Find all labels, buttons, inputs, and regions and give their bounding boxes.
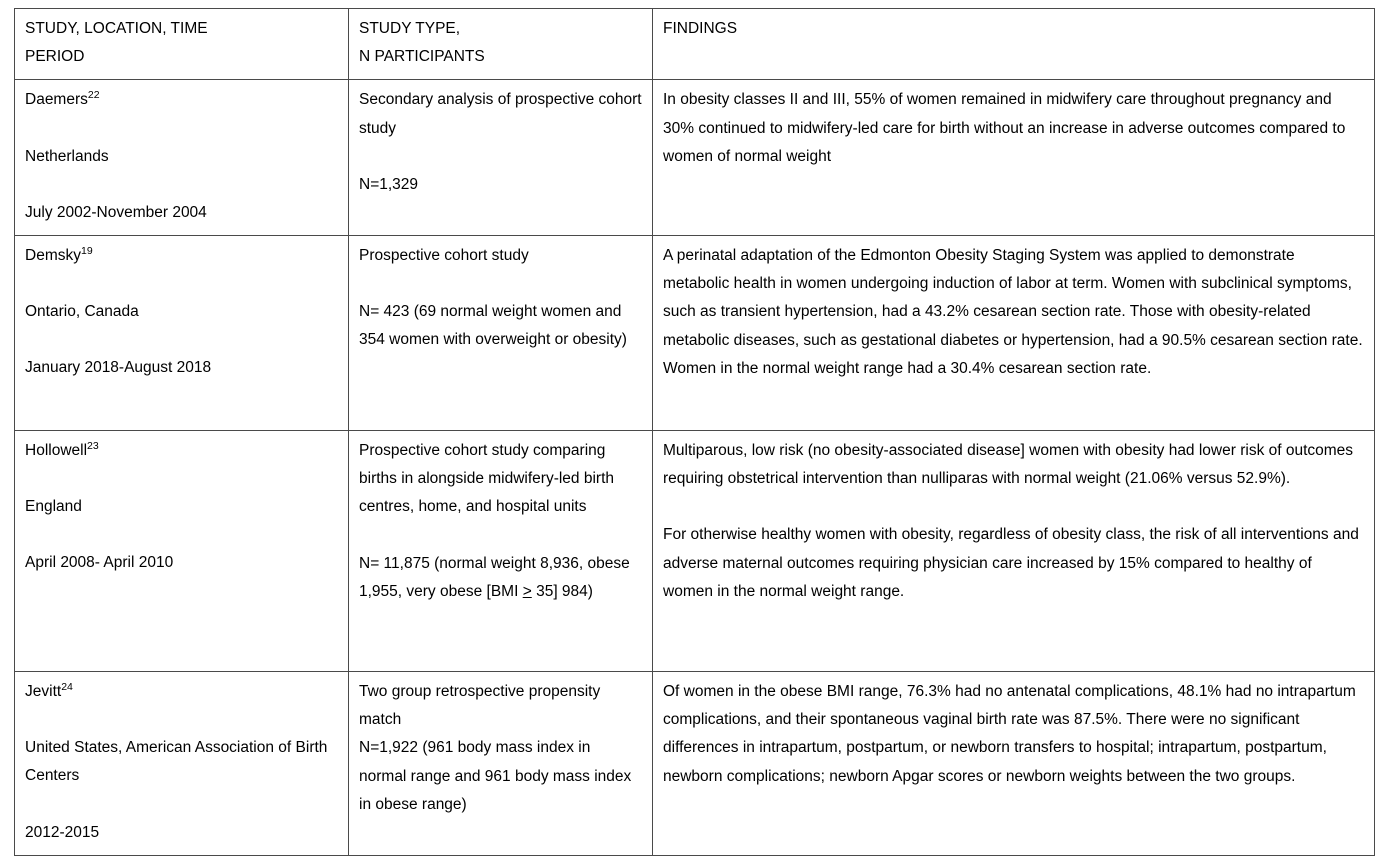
greater-than-or-equal-symbol: >: [522, 582, 532, 600]
spacer: [25, 270, 338, 298]
column-header-line-2: N PARTICIPANTS: [359, 48, 485, 66]
study-reference-superscript: 19: [80, 244, 93, 257]
cell-study-type: [349, 80, 653, 236]
column-header-line-1: STUDY, LOCATION, TIME: [25, 20, 208, 37]
table-row: [15, 431, 1375, 672]
study-name-text: Jevitt: [25, 683, 62, 701]
study-name-text: Demsky: [25, 247, 81, 265]
study-reference-superscript: 23: [87, 439, 99, 452]
findings-paragraph: In obesity classes II and III, 55% of women remained in midwifery care throughout pregnancy and 30% continued to midwifery-led care for birth without an increase in adverse outcomes compared to women of normal weight: [663, 91, 1346, 165]
study-location: Ontario, Canada: [25, 303, 139, 321]
study-type-description: Prospective cohort study: [359, 247, 529, 265]
table-row: [15, 80, 1375, 236]
study-time-period: 2012-2015: [25, 823, 100, 841]
column-header-findings: [653, 9, 1375, 80]
spacer: [359, 143, 642, 171]
study-name-text: Hollowell: [25, 442, 88, 460]
cell-findings: [653, 80, 1375, 236]
column-header-study-type-n-participants: [349, 9, 653, 80]
column-header-study-location-time-period: [15, 9, 349, 80]
cell-study-location-period: [15, 431, 349, 672]
findings-paragraph: Multiparous, low risk (no obesity-associated disease] women with obesity had lower risk of outcomes requiring obstetrical intervention than nulliparas with normal weight (21.06% versus 52.9%).: [663, 442, 1354, 488]
table-row: [15, 236, 1375, 431]
cell-findings: [653, 236, 1375, 431]
cell-study-type: [349, 431, 653, 672]
spacer: [25, 706, 338, 734]
cell-study-location-period: [15, 672, 349, 856]
participants-suffix: 35] 984): [531, 582, 593, 600]
study-participants-count: N=1,329: [359, 175, 419, 193]
study-type-description: Prospective cohort study comparing births in alongside midwifery-led birth centres, home, and hospital units: [359, 442, 615, 516]
study-name-text: Daemers: [25, 91, 88, 109]
table-header: [15, 9, 1375, 80]
spacer: [359, 270, 642, 298]
spacer: [25, 791, 338, 819]
spacer: [25, 326, 338, 354]
study-name: [25, 678, 338, 706]
column-header-line-1: STUDY TYPE,: [359, 20, 461, 37]
column-header-line-1: FINDINGS: [663, 20, 738, 37]
study-location: Netherlands: [25, 147, 109, 165]
spacer: [25, 465, 338, 493]
participants-prefix: N= 11,875 (normal weight 8,936, obese 1,955, very obese [BMI: [359, 554, 630, 600]
study-type-description: Secondary analysis of prospective cohort study: [359, 91, 642, 137]
spacer: [359, 522, 642, 550]
cell-study-location-period: [15, 80, 349, 236]
study-name: [25, 86, 338, 114]
cell-findings: [653, 672, 1375, 856]
spacer: [25, 115, 338, 143]
evidence-summary-table: [14, 8, 1375, 856]
study-time-period: April 2008- April 2010: [25, 554, 174, 572]
study-type-description: Two group retrospective propensity match: [359, 683, 601, 729]
study-participants-count: N=1,922 (961 body mass index in normal range and 961 body mass index in obese range): [359, 739, 632, 813]
study-time-period: July 2002-November 2004: [25, 203, 207, 221]
study-name: [25, 242, 338, 270]
findings-paragraph: Of women in the obese BMI range, 76.3% had no antenatal complications, 48.1% had no intrapartum complications, and their spontaneous vaginal birth rate was 87.5%. There were no significant differences in intrapartum, postpartum, or newborn transfers to hospital; intrapartum, postpartum, newborn complications; newborn Apgar scores or newborn weights between the two groups.: [663, 683, 1356, 785]
cell-findings: [653, 431, 1375, 672]
findings-paragraph: A perinatal adaptation of the Edmonton Obesity Staging System was applied to demonstrate metabolic health in women undergoing induction of labor at term. Women with subclinical symptoms, such as transient hypertension, had a 43.2% cesarean section rate. Those with obesity-related metabolic diseases, such as gestational diabetes or hypertension, had a 90.5% cesarean section rate. Women in the normal weight range had a 30.4% cesarean section rate.: [663, 247, 1363, 377]
column-header-line-2: PERIOD: [25, 48, 85, 66]
spacer: [25, 521, 338, 549]
study-participants-count: N= 423 (69 normal weight women and 354 women with overweight or obesity): [359, 303, 627, 349]
study-reference-superscript: 24: [61, 680, 73, 693]
study-name: [25, 437, 338, 465]
table-body: [15, 80, 1375, 855]
findings-paragraph: For otherwise healthy women with obesity, regardless of obesity class, the risk of all interventions and adverse maternal outcomes requiring physician care increased by 15% compared to healthy of women in the normal weight range.: [663, 526, 1359, 600]
study-location: England: [25, 498, 82, 516]
cell-study-type: [349, 672, 653, 856]
cell-study-location-period: [15, 236, 349, 431]
spacer: [25, 171, 338, 199]
cell-study-type: [349, 236, 653, 431]
study-time-period: January 2018-August 2018: [25, 359, 212, 377]
header-row: [15, 9, 1375, 80]
study-location: United States, American Association of Birth Centers: [25, 739, 328, 785]
study-participants-count: [359, 550, 642, 606]
study-reference-superscript: 22: [87, 89, 100, 102]
table-row: [15, 672, 1375, 856]
